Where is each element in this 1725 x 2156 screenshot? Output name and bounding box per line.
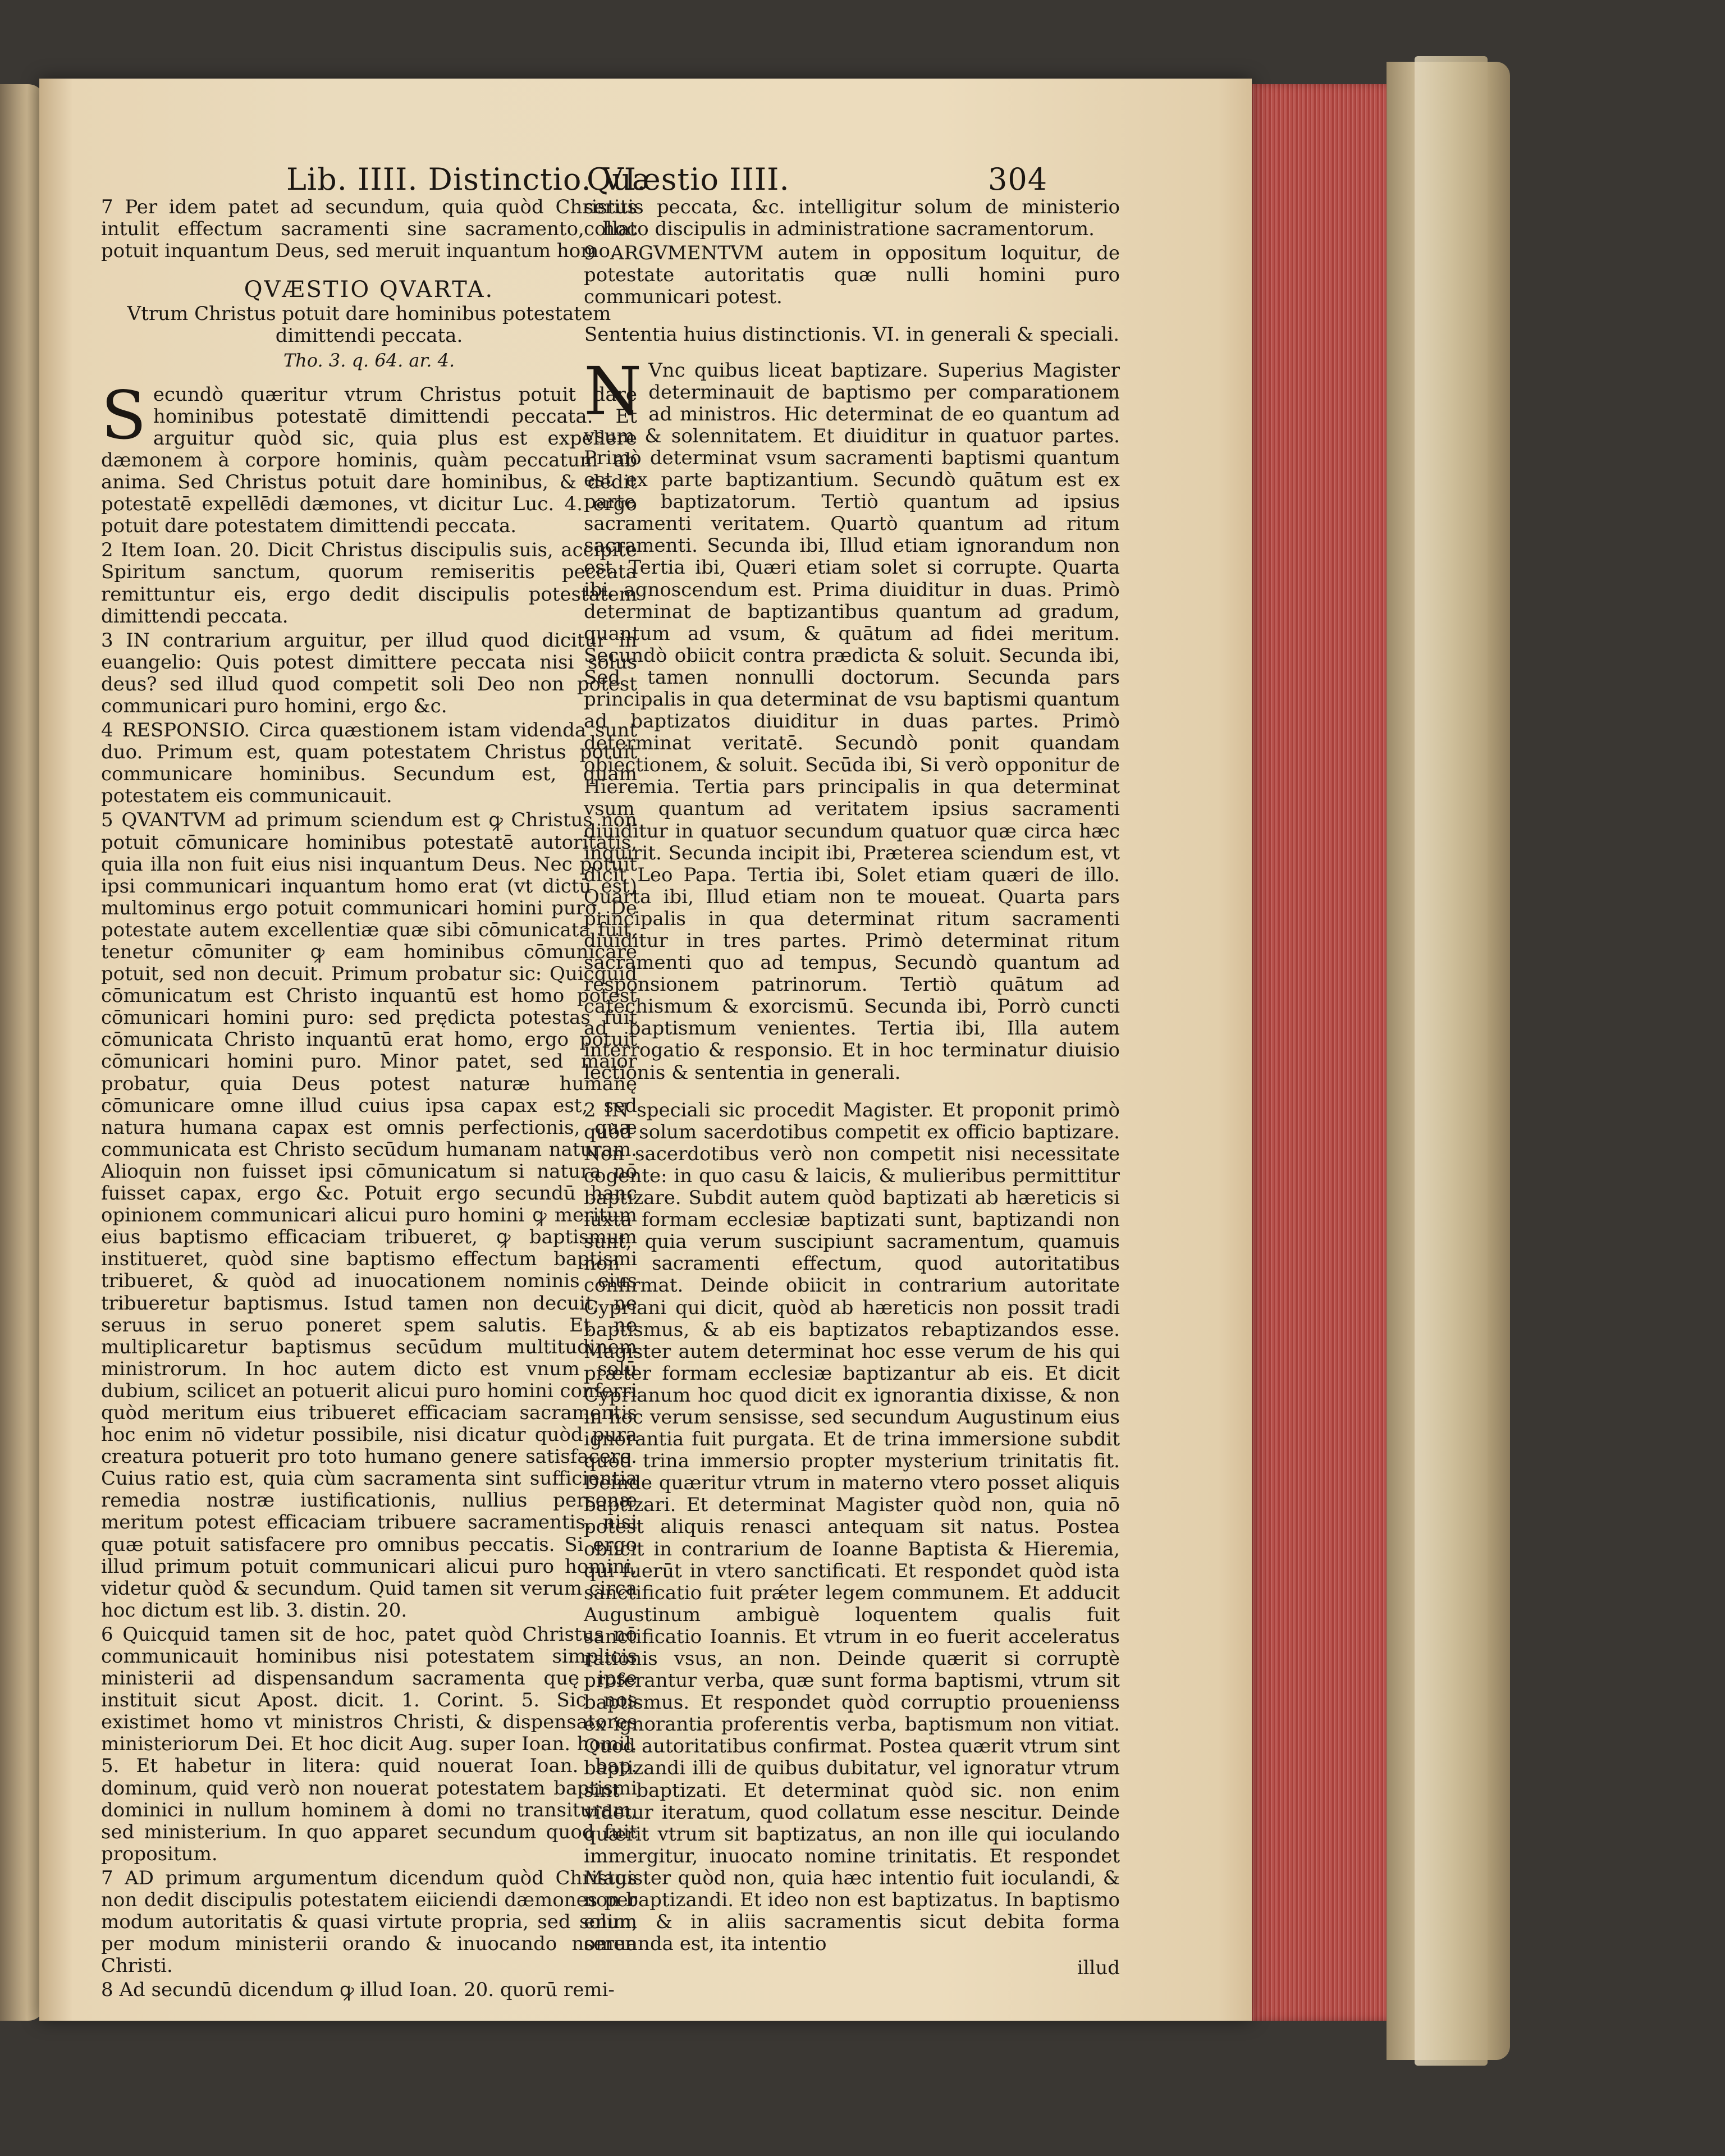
left-column bbox=[101, 196, 637, 2004]
dropcap-n: N bbox=[584, 352, 642, 430]
catchword: illud bbox=[1077, 1957, 1120, 1980]
paragraph-1-text: ecundò quæritur vtrum Christus potuit dare hominibus potestatē dimittendi peccata. Et arguitur quòd sic, quia plus est expellere dæmonem à corpore hominis, quàm peccatum ab anima. Sed Christus potuit dare hominibus, & dedit potestatē expellēdi dæmones, vt dicitur Luc. 4. ergo potuit dare potestatem dimittendi peccata. bbox=[101, 383, 637, 538]
paragraph-2: 2 Item Ioan. 20. Dicit Christus discipulis suis, accipite Spiritum sanctum, quorum remiseritis peccata remittuntur eis, ergo dedit discipulis potestatem dimittendi peccata. bbox=[101, 539, 637, 628]
sententia-paragraph-1 bbox=[584, 352, 1120, 1084]
right-column bbox=[584, 196, 1120, 1981]
page-number: 304 bbox=[988, 162, 1048, 197]
paragraph-8: 8 Ad secundū dicendum ꝙ illud Ioan. 20. quorū remi- bbox=[101, 1979, 615, 2002]
dropcap-s: S bbox=[101, 376, 147, 454]
paragraph-9: 9 ARGVMENTVM autem in oppositum loquitur, de potestate autoritatis quæ nulli homini puro communicari potest. bbox=[584, 242, 1120, 309]
paragraph-7b: 7 AD primum argumentum dicendum quòd Christus non dedit discipulis potestatem eiiciendi dæmones per modum autoritatis & quasi virtute propria, sed solum per modum ministerii orando & inuocando nomen Christi. bbox=[101, 1866, 637, 1978]
running-head-center: Quæstio IIII. bbox=[587, 162, 790, 197]
question-reference: Tho. 3. q. 64. ar. 4. bbox=[283, 349, 455, 371]
paragraph-7: 7 Per idem patet ad secundum, quia quòd Christus intulit effectum sacramenti sine sacramento, hoc potuit inquantum Deus, sed meruit inquantum homo. bbox=[101, 196, 637, 263]
sententia-paragraph-2: 2 IN speciali sic procedit Magister. Et proponit primò quòd solum sacerdotibus competit ex officio baptizare. Non sacerdotibus verò non competit nisi necessitate cogente: in quo casu & laicis, & mulieribus permittitur baptizare. Subdit autem quòd baptizati ab hæreticis si iuxta formam ecclesiæ baptizati sunt, baptizandi non sunt, quia verum suscipiunt sacramentum, quamuis non sacramenti effectum, quod autoritatibus confirmat. Deinde obiicit in contrarium autoritate Cypriani qui dicit, quòd ab hæreticis non possit tradi baptismus, & ab eis baptizatos rebaptizandos esse. Magister autem determinat hoc esse verum de his qui præter formam ecclesiæ baptizantur ab eis. Et dicit Cyprianum hoc quod dicit ex ignorantia dixisse, & non in hoc verum sensisse, sed secundum Augustinum eius ignorantia fuit purgata. Et de trina immersione subdit quòd trina immersio propter mysterium trinitatis fit. Deinde quæritur vtrum in materno vtero posset aliquis baptizari. Et determinat Magister quòd non, quia nō potest aliquis renasci antequam sit natus. Postea obiicit in contrarium de Ioanne Baptista & Hieremia, qui fuerūt in vtero sanctificati. Et respondet quòd ista sanctificatio fuit prǽter legem communem. Et adducit Augustinum ambiguè loquentem qualis fuit sanctificatio Ioannis. Et vtrum in eo fuerit acceleratus rationis vsus, an non. Deinde quærit si corruptè proferantur verba, quæ sunt forma baptismi, vtrum sit baptismus. Et respondet quòd corruptio prouenienss ex ignorantia proferentis verba, baptismum non vitiat. Quod autoritatibus confirmat. Postea quærit vtrum sint baptizandi illi de quibus dubitatur, vel ignoratur vtrum sint baptizati. Et determinat quòd sic. non enim videtur iteratum, quod collatum esse nescitur. Deinde quærit vtrum sit baptizatus, an non ille qui ioculando immergitur, inuocato nomine trinitatis. Et respondet Magister quòd non, quia hæc intentio fuit ioculandi, & non baptizandi. Et ideo non est baptizatus. In baptismo enim, & in aliis sacramentis sicut debita forma seruanda est, ita intentio bbox=[584, 1098, 1120, 1956]
sententia-paragraph-1-text: Vnc quibus liceat baptizare. Superius Magister determinauit de baptismo per comparationem ad ministros. Hic determinat de eo quantum ad vsum & solennitatem. Et diuiditur in quatuor partes. Primò determinat vsum sacramenti baptismi quantum est ex parte baptizantium. Secundò quātum est ex parte baptizatorum. Tertiò quantum ad ipsius sacramenti veritatem. Quartò quantum ad ritum sacramenti. Secunda ibi, Illud etiam ignorandum non est. Tertia ibi, Quæri etiam solet si corrupte. Quarta ibi, agnoscendum est. Prima diuiditur in duas. Primò determinat de baptizantibus quantum ad gradum, quantum ad vsum, & quātum ad fidei meritum. Secundò obiicit contra prædicta & soluit. Secunda ibi, Sed tamen nonnulli doctorum. Secunda pars principalis in qua determinat de vsu baptismi quantum ad baptizatos diuiditur in duas partes. Primò determinat veritatē. Secundò ponit quandam obiectionem, & soluit. Secūda ibi, Si verò opponitur de Hieremia. Tertia pars principalis in qua determinat vsum quantum ad veritatem ipsius sacramenti diuiditur in quatuor secundum quatuor quæ circa hæc inquirit. Secunda incipit ibi, Præterea sciendum est, vt dicit Leo Papa. Tertia ibi, Solet etiam quæri de illo. Quarta ibi, Illud etiam non te moueat. Quarta pars principalis in qua determinat ritum sacramenti diuiditur in tres partes. Primò determinat ritum sacramenti quo ad tempus, Secundò quantum ad responsionem patrinorum. Tertiò quātum ad catechismum & exorcismū. Secunda ibi, Porrò cuncti ad baptismum venientes. Tertia ibi, Illa autem interrogatio & responsio. Et in hoc terminatur diuisio lectionis & sententia in generali. bbox=[584, 359, 1120, 1084]
paragraph-4: 4 RESPONSIO. Circa quæstionem istam videnda sunt duo. Primum est, quam potestatem Christus potuit communicare hominibus. Secundum est, quam potestatem eis communicauit. bbox=[101, 719, 637, 808]
question-text: Vtrum Christus potuit dare hominibus potestatem dimittendi peccata. bbox=[127, 303, 611, 347]
paragraph-5: 5 QVANTVM ad primum sciendum est ꝙ Christus non potuit cōmunicare hominibus potestatē autoritatis, quia illa non fuit eius nisi inquantum Deus. Nec potuit ipsi communicari inquantum homo erat (vt dictū est) multominus ergo potuit communicari homini puro. De potestate autem excellentiæ quæ sibi cōmunicata fuit, tenetur cōmuniter ꝙ eam hominibus cōmunicare potuit, sed non decuit. Primum probatur sic: Quicquid cōmunicatum est Christo inquantū est homo potest cōmunicari homini puro: sed prędicta potestas fuit cōmunicata Christo inquantū erat homo, ergo potuit cōmunicari homini puro. Minor patet, sed maior probatur, quia Deus potest naturæ humanę cōmunicare omne illud cuius ipsa capax est, sed natura humana capax est omnis perfectionis, quæ communicata est Christo secūdum humanam naturam. Alioquin non fuisset ipsi cōmunicatum si natura nō fuisset capax, ergo &c. Potuit ergo secundū hanc opinionem communicari alicui puro homini ꝙ meritum eius baptismo efficaciam tribueret, ꝙ baptismum institueret, quòd sine baptismo effectum baptismi tribueret, & quòd ad inuocationem nominis eius tribueretur baptismus. Istud tamen non decuit, ne seruus in seruo poneret spem salutis. Et ne multiplicaretur baptismus secūdum multitudinem ministrorum. In hoc autem dicto est vnum solū dubium, scilicet an potuerit alicui puro homini conferri quòd meritum eius tribueret efficaciam sacramentis hoc enim nō videtur possibile, nisi dicatur quòd pura creatura potuerit pro toto humano genere satisfacere. Cuius ratio est, quia cùm sacramenta sint sufficientia remedia nostræ iustificationis, nullius personæ meritum potest efficaciam tribuere sacramentis, nisi quæ potuit satisfacere pro omnibus peccatis. Si ergo illud primum potuit communicari alicui puro homini, videtur quòd & secundum. Quid tamen sit verum circa hoc dictum est lib. 3. distin. 20. bbox=[101, 809, 637, 1622]
question-title: QVÆSTIO QVARTA. bbox=[244, 277, 495, 303]
sententia-title: Sententia huius distinctionis. VI. in generali & speciali. bbox=[584, 323, 1120, 346]
paragraph-1 bbox=[101, 376, 637, 538]
paragraph-6: 6 Quicquid tamen sit de hoc, patet quòd Christus nō communicauit hominibus nisi potestatem simplicis ministerii ad dispensandum sacramenta quę ipse instituit sicut Apost. dicit. 1. Corint. 5. Sic nos existimet homo vt ministros Christi, & dispensatores ministeriorum Dei. Et hoc dicit Aug. super Ioan. homil. 5. Et habetur in litera: quid nouerat Ioan. bap. dominum, quid verò non nouerat potestatem baptismi dominici in nullum hominem à domi no transituram, sed ministerium. In quo apparet secundum quod fuit propositum. bbox=[101, 1623, 637, 1865]
running-head-left: Lib. IIII. Distinctio. VI. bbox=[286, 162, 647, 197]
continuation: seritis peccata, &c. intelligitur solum de ministerio collato discipulis in administratione sacramentorum. bbox=[584, 196, 1120, 241]
paragraph-3: 3 IN contrarium arguitur, per illud quod dicitur in euangelio: Quis potest dimittere peccata nisi solus deus? sed illud quod competit soli Deo non potest communicari puro homini, ergo &c. bbox=[101, 629, 637, 717]
